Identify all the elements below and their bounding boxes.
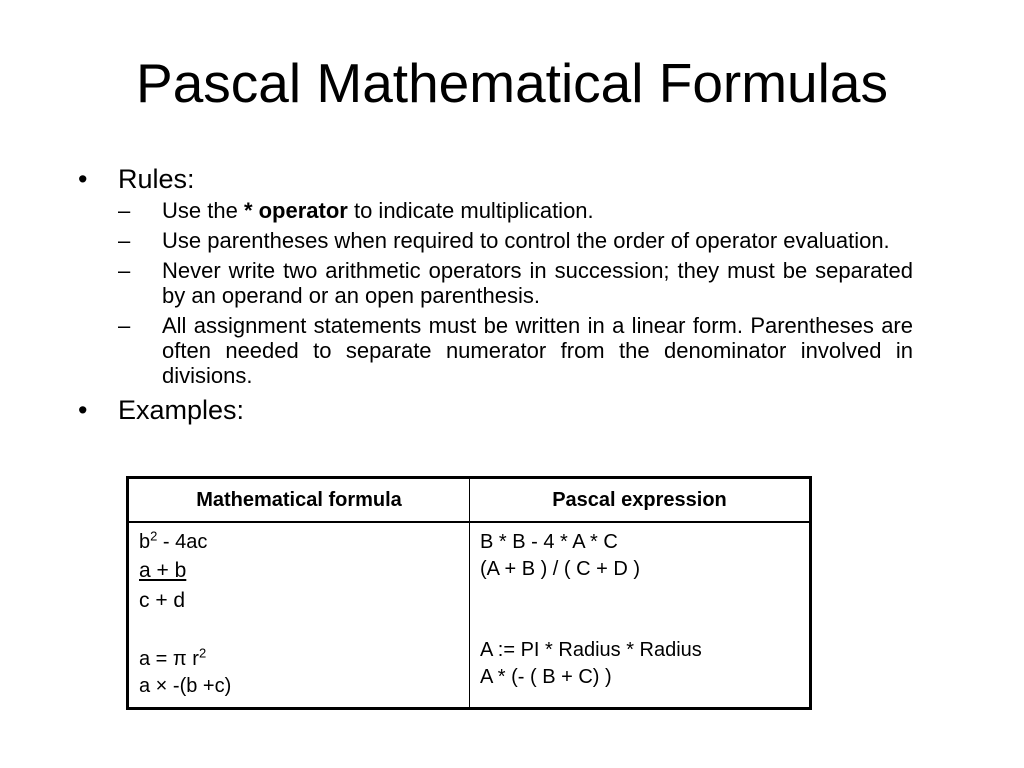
- header-math-formula: Mathematical formula: [128, 478, 470, 523]
- rule-text-bold: * operator: [243, 198, 348, 223]
- formula-product: a × -(b +c): [139, 675, 232, 697]
- exponent: 2: [198, 645, 207, 661]
- table-row: [128, 522, 811, 709]
- exponent: 2: [150, 528, 158, 544]
- math-formula-cell: [128, 522, 470, 709]
- bullet-dot: •: [78, 164, 88, 194]
- pascal-expr: A := PI * Radius * Radius: [480, 639, 702, 661]
- fraction-denominator: c + d: [139, 589, 186, 612]
- bullet-list: [78, 162, 913, 427]
- pascal-expression-cell: [470, 522, 811, 709]
- pascal-expr: B * B - 4 * A * C: [480, 531, 618, 553]
- formula-text: - 4ac: [157, 531, 208, 553]
- formula-discriminant: [139, 529, 459, 556]
- slide-title: Pascal Mathematical Formulas: [136, 52, 888, 114]
- pascal-expr: (A + B ) / ( C + D ): [480, 558, 641, 580]
- rule-text: All assignment statements must be written in a linear form. Parentheses are often needed to separate numerator from the denominator involved in divisions.: [162, 313, 913, 388]
- bullet-label: Examples:: [118, 395, 245, 425]
- bullet-rules: [78, 162, 913, 196]
- rule-item: [118, 258, 913, 308]
- dash-marker: –: [118, 258, 131, 283]
- bullet-examples: [78, 393, 913, 427]
- fraction-numerator: a + b: [139, 559, 187, 582]
- formula-text: a = π r: [139, 648, 199, 670]
- dash-marker: –: [118, 313, 131, 338]
- rule-item: [118, 198, 913, 223]
- rule-item: [118, 313, 913, 388]
- bullet-dot: •: [78, 395, 88, 425]
- table-header-row: [128, 478, 811, 523]
- formula-text: b: [139, 531, 151, 553]
- rule-text-post: to indicate multiplication.: [347, 198, 594, 223]
- rules-sublist: [78, 198, 913, 388]
- rule-item: [118, 228, 913, 253]
- dash-marker: –: [118, 198, 131, 223]
- rule-text: Use parentheses when required to control the order of operator evaluation.: [162, 228, 890, 253]
- examples-table: [126, 476, 812, 710]
- rule-text: Never write two arithmetic operators in succession; they must be separated by an operand or an open parenthesis.: [162, 258, 913, 308]
- dash-marker: –: [118, 228, 131, 253]
- header-pascal-expression: Pascal expression: [470, 478, 811, 523]
- formula-circle-area: [139, 646, 459, 673]
- pascal-expr: A * (- ( B + C) ): [480, 666, 612, 688]
- bullet-label: Rules:: [118, 164, 195, 194]
- rule-text-pre: Use the: [162, 198, 244, 223]
